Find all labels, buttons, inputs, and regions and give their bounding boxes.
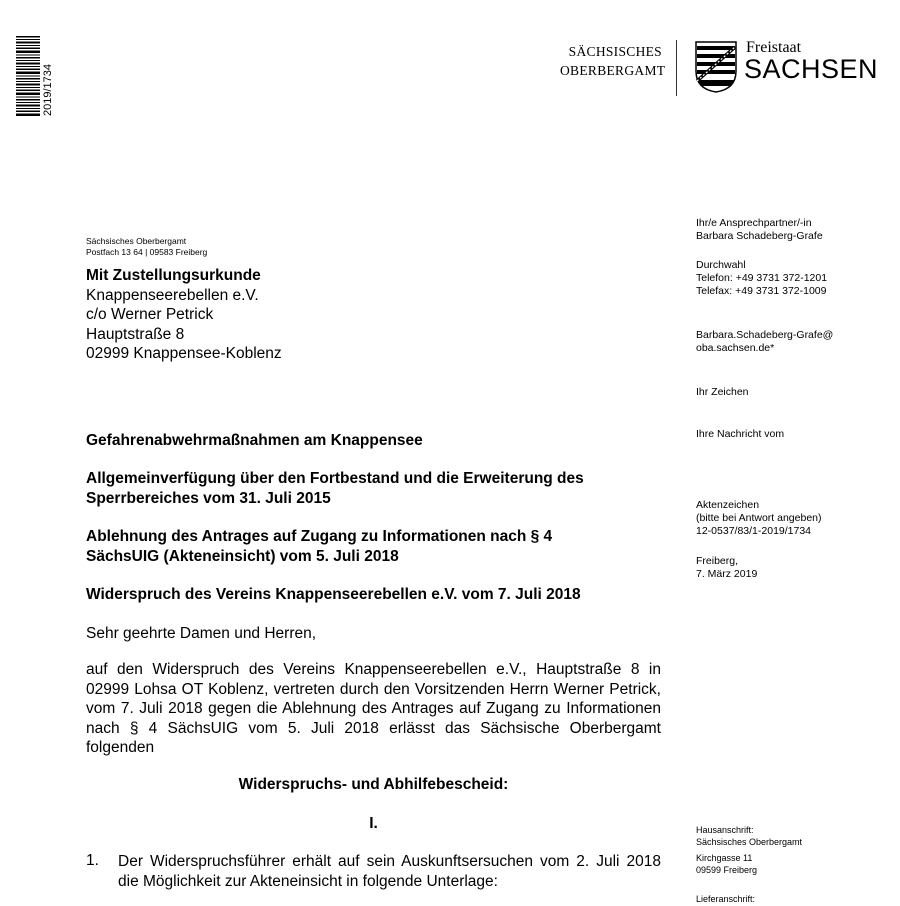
phone-number: Telefon: +49 3731 372-1201 <box>696 272 828 284</box>
subject-2-line-1: Allgemeinverfügung über den Fortbestand und die Erweiterung des <box>86 470 584 487</box>
subject-3-line-1: Ablehnung des Antrages auf Zugang zu Informationen nach § 4 <box>86 528 553 545</box>
delivery-address-label: Lieferanschrift: <box>696 894 756 904</box>
logo-freistaat: Freistaat <box>746 39 802 56</box>
sender-line-1: Sächsisches Oberbergamt <box>86 236 187 246</box>
contact-name: Barbara Schadeberg-Grafe <box>696 230 823 242</box>
logo-sachsen: SACHSEN <box>744 54 879 84</box>
email-address <box>696 329 833 355</box>
barcode <box>16 36 40 116</box>
direct-dial-label: Durchwahl <box>696 259 746 271</box>
contact-label: Ihr/e Ansprechpartner/-in <box>696 217 812 229</box>
subject-1: Gefahrenabwehrmaßnahmen am Knappensee <box>86 432 423 449</box>
header-divider <box>676 40 677 96</box>
email-line-1: Barbara.Schadeberg-Grafe@ <box>696 329 834 341</box>
coat-of-arms-icon <box>695 41 737 93</box>
fax-number: Telefax: +49 3731 372-1009 <box>696 285 827 297</box>
sender-line-2: Postfach 13 64 | 09583 Freiberg <box>86 247 208 257</box>
subject-3-line-2: SächsUIG (Akteneinsicht) vom 5. Juli 2018 <box>86 547 399 565</box>
subject-3 <box>86 527 666 566</box>
section-numeral: I. <box>369 815 378 832</box>
email-line-2: oba.sachsen.de* <box>696 342 775 354</box>
recipient-co: c/o Werner Petrick <box>86 306 214 323</box>
house-address-street: Kirchgasse 11 <box>696 853 753 863</box>
decision-heading: Widerspruchs- und Abhilfebescheid: <box>238 776 509 793</box>
subject-2-line-2: Sperrbereiches vom 31. Juli 2015 <box>86 489 331 507</box>
file-number-note: (bitte bei Antwort angeben) <box>696 512 822 524</box>
delivery-method: Mit Zustellungsurkunde <box>86 267 261 284</box>
salutation: Sehr geehrte Damen und Herren, <box>86 625 317 642</box>
subject-2 <box>86 469 666 508</box>
recipient-name: Knappenseerebellen e.V. <box>86 286 259 304</box>
file-number-label: Aktenzeichen <box>696 499 760 511</box>
house-address-name: Sächsisches Oberbergamt <box>696 837 803 847</box>
authority-line-2: OBERBERGAMT <box>560 63 666 78</box>
authority-name <box>560 42 666 80</box>
house-address-label: Hausanschrift: <box>696 825 754 835</box>
letter-date: 7. März 2019 <box>696 568 758 580</box>
list-item-text: Der Widerspruchsführer erhält auf sein Auskunftsersuchen vom 2. Juli 2018 die Möglichkeit zur Akteneinsicht in folgende Unterlage: <box>118 853 661 890</box>
recipient-address <box>86 266 282 364</box>
list-item-number: 1. <box>86 852 99 869</box>
house-address-city: 09599 Freiberg <box>696 865 758 875</box>
recipient-street: Hauptstraße 8 <box>86 325 185 343</box>
body-paragraph: auf den Widerspruch des Vereins Knappenseerebellen e.V., Hauptstraße 8 in 02999 Lohsa OT Koblenz, vertreten durch den Vorsitzenden Herrn Werner Petrick, vom 7. Juli 2018 gegen die Ablehnung des Antrages auf Zugang zu Informationen nach § 4 SächsUIG vom 5. Juli 2018 erlässt das Sächsische Oberbergamt folgenden <box>86 661 661 756</box>
sender-return-address <box>86 236 207 258</box>
your-reference-label: Ihr Zeichen <box>696 386 749 398</box>
recipient-city: 02999 Knappensee-Koblenz <box>86 345 282 362</box>
barcode-number: 2019/1734 <box>42 64 54 116</box>
subject-4: Widerspruch des Vereins Knappenseerebellen e.V. vom 7. Juli 2018 <box>86 586 581 603</box>
authority-line-1: SÄCHSISCHES <box>568 44 662 59</box>
letter-place: Freiberg, <box>696 555 739 567</box>
file-number: 12-0537/83/1-2019/1734 <box>696 525 812 537</box>
your-message-label: Ihre Nachricht vom <box>696 428 785 440</box>
